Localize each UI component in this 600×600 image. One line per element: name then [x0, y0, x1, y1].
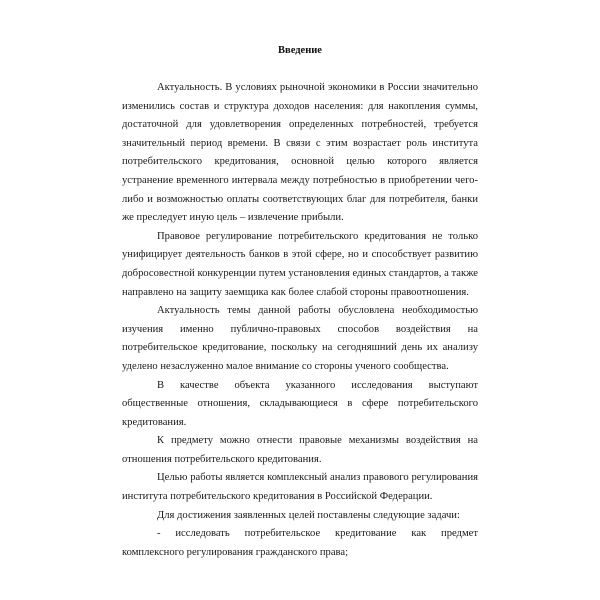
paragraph-legal-regulation: Правовое регулирование потребительского кредитования не только унифицирует деятельность банков в этой сфере, но и способствует развитию добросовестной конкуренции путем установления единых стандартов, а также направлено на защиту заемщика как более слабой стороны правоотношения. [122, 230, 478, 298]
paragraph-research-subject: К предмету можно отнести правовые механизмы воздействия на отношения потребительского кредитования. [122, 435, 478, 465]
list-item-task: - исследовать потребительское кредитование как предмет комплексного регулирования гражданского права; [122, 528, 478, 558]
paragraph-topic-relevance: Актуальность темы данной работы обусловлена необходимостью изучения именно публично-правовых способов воздействия на потребительское кредитование, поскольку на сегодняшний день их анализу уделено незаслуженно малое внимание со стороны ученого сообщества. [122, 305, 478, 372]
paragraph-relevance: Актуальность. В условиях рыночной экономики в России значительно изменились состав и структура доходов населения: для накопления суммы, достаточной для удовлетворения определенных потребностей, требуется значительный период времени. В связи с этим возрастает роль института потребительского кредитования, основной целью которого является устранение временного интервала между потребностью в приобретении чего-либо и возможностью оплаты соответствующих благ для потребителя, банки же преследует иную цель – извлечение прибыли. [122, 82, 478, 224]
document-body [122, 79, 478, 562]
paragraph-tasks-intro: Для достижения заявленных целей поставлены следующие задачи: [157, 509, 460, 521]
paragraph-research-object: В качестве объекта указанного исследования выступают общественные отношения, складывающиеся в сфере потребительского кредитования. [122, 379, 478, 428]
document-title: Введение [278, 45, 322, 56]
paragraph-goal: Целью работы является комплексный анализ правового регулирования института потребительского кредитования в Российской Федерации. [122, 472, 478, 503]
